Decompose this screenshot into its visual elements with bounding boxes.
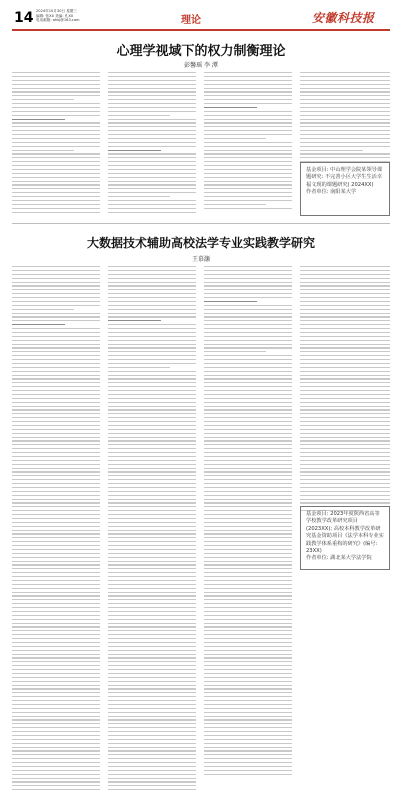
article1-funding-note bbox=[300, 162, 390, 216]
article1-title: 心理学视域下的权力制衡理论 bbox=[116, 44, 286, 59]
article1-column-3 bbox=[204, 72, 292, 212]
article2-authors: 王慕灏 bbox=[191, 256, 210, 263]
article1-column-1 bbox=[12, 72, 100, 215]
article1-funding-text: 基金项目: 中山理学会院某领导课题研究: 不完善小区大学生生活幸福文现的课题研究( 2024XX) bbox=[306, 167, 383, 188]
issue-contact: 电话邮箱: ahkj@163.com bbox=[36, 18, 80, 23]
page-number: 14 bbox=[14, 10, 34, 26]
article2-title: 大数据技术辅助高校法学专业实践教学研究 bbox=[86, 236, 315, 250]
article1-author-affiliation: 作者单位: 南阳某大学 bbox=[306, 189, 357, 196]
article2-funding-note bbox=[300, 506, 390, 570]
issue-editors: 编辑: 张XX 美编: 孔XX bbox=[36, 13, 74, 18]
section-title: 理论 bbox=[181, 15, 201, 26]
newspaper-masthead: 安徽科技报 bbox=[312, 11, 375, 25]
article2-column-3 bbox=[204, 266, 292, 778]
issue-date: 2024年10月30日 星期三 bbox=[36, 9, 77, 13]
article-divider bbox=[12, 223, 390, 224]
article2-funding-text: 基金项目: 2023年度陕西省高等学校教学改革研究项目 (2023XX); 高校本科教学改革研究基金资助项目《法学本科专业实践教学体系重构的研究》(编号: 23XX) bbox=[306, 511, 384, 555]
header-rule bbox=[12, 29, 390, 31]
article2-column-2 bbox=[108, 266, 196, 793]
article2-author-affiliation: 作者单位: 湖北某大学法学院 bbox=[306, 555, 372, 562]
article1-column-2 bbox=[108, 72, 196, 215]
article2-column-1 bbox=[12, 266, 100, 793]
issue-meta bbox=[36, 9, 80, 23]
article1-column-4 bbox=[300, 72, 390, 165]
article2-column-4 bbox=[300, 266, 390, 514]
article1-authors: 彭馨瑶 李 潭 bbox=[184, 62, 218, 69]
